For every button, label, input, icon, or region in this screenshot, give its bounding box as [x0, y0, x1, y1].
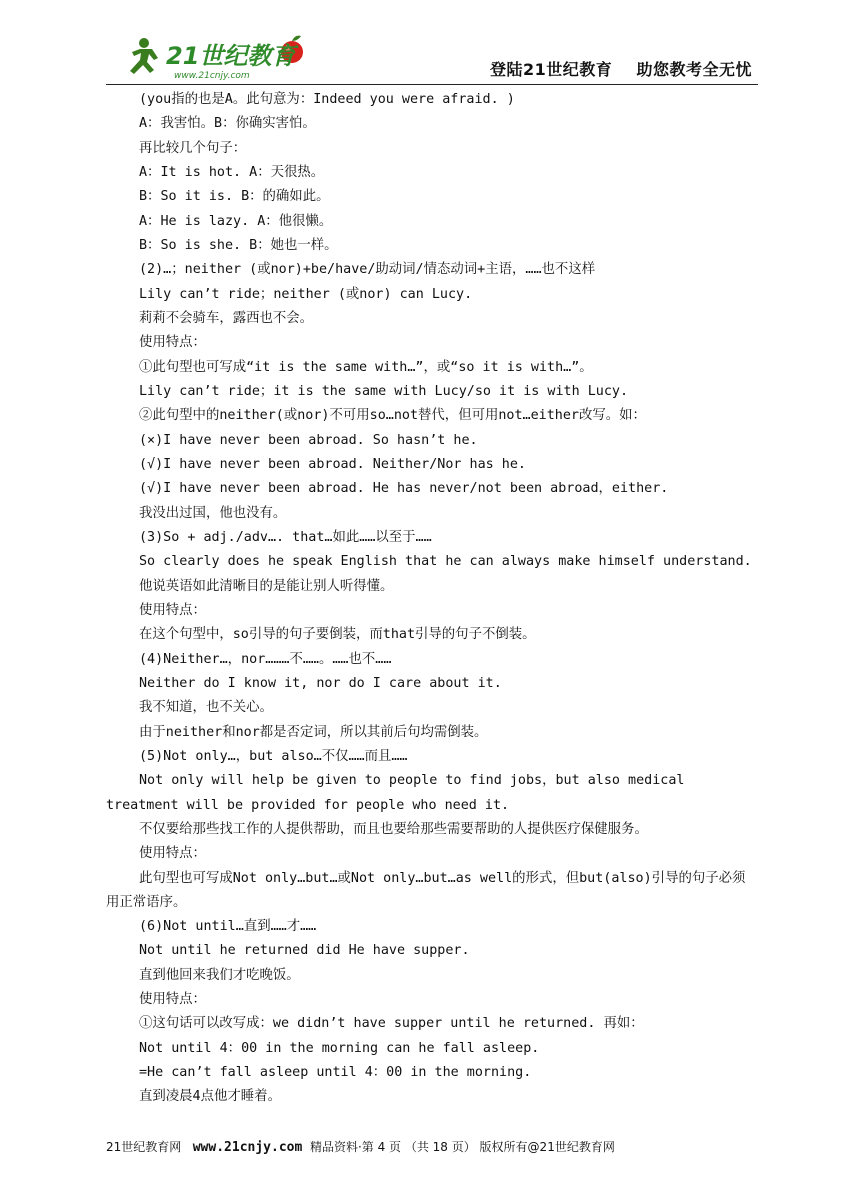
text-line: Neither do I know it, nor do I care about it.: [139, 675, 502, 691]
text-line: ①此句型也可写成“it is the same with…”，或“so it is with…”。: [139, 359, 593, 375]
text-line: (6)Not until…直到……才……: [139, 919, 317, 935]
text-line: (3)So + adj./adv…. that…如此……以至于……: [139, 529, 432, 545]
text-line: (you指的也是A。此句意为：Indeed you were afraid. ): [139, 92, 515, 107]
text-line: 再比较几个句子：: [139, 140, 247, 156]
text-line: B：So is she. B：她也一样。: [139, 237, 338, 253]
text-line: 使用特点：: [139, 602, 206, 618]
document-body: [106, 88, 758, 1110]
text-line: 使用特点：: [139, 335, 206, 351]
text-line: Lily can’t ride；it is the same with Lucy/so it is with Lucy.: [139, 383, 629, 399]
paragraph-feature: 此句型也可写成Not only…but…或Not only…but…as well的形式，但but(also)引导的句子必须用正常语序。: [106, 870, 746, 910]
logo-text: 21世纪教育: [166, 42, 296, 70]
text-line: (2)…；neither (或nor)+be/have/助动词/情态动词+主语，……也不这样: [139, 262, 596, 278]
text-line: Not until he returned did He have supper.: [139, 943, 470, 959]
text-line: 他说英语如此清晰目的是能让别人听得懂。: [139, 578, 394, 594]
text-line: (×)I have never been abroad. So hasn’t he.: [139, 432, 478, 448]
text-line: Not until 4：00 in the morning can he fall asleep.: [139, 1040, 540, 1056]
text-line: 我不知道，也不关心。: [139, 700, 273, 716]
footer-info: 精品资料·第 4 页 （共 18 页） 版权所有@21世纪教育网: [309, 1140, 615, 1154]
running-figure-icon: [130, 38, 158, 74]
page-header: [106, 32, 756, 84]
text-line: 由于neither和nor都是否定词，所以其前后句均需倒装。: [139, 724, 488, 740]
text-line: =He can’t fall asleep until 4：00 in the morning.: [139, 1065, 532, 1081]
text-line: ②此句型中的neither(或nor)不可用so…not替代，但可用not…either改写。如：: [139, 408, 646, 424]
text-line: (√)I have never been abroad. He has never/not been abroad，either.: [139, 481, 669, 497]
logo-url: www.21cnjy.com: [174, 71, 250, 81]
text-line: 直到他回来我们才吃晚饭。: [139, 967, 300, 983]
text-line: 不仅要给那些找工作的人提供帮助，而且也要给那些需要帮助的人提供医疗保健服务。: [139, 821, 648, 837]
text-line: 使用特点：: [139, 846, 206, 862]
text-line: 使用特点：: [139, 992, 206, 1008]
text-line: 莉莉不会骑车，露西也不会。: [139, 310, 314, 326]
text-line: 直到凌晨4点他才睡着。: [139, 1089, 281, 1105]
page-footer: [106, 1138, 756, 1155]
footer-site: 21世纪教育网: [106, 1140, 182, 1154]
text-line: (4)Neither…，nor………不……。……也不……: [139, 651, 392, 667]
footer-url-link[interactable]: www.21cnjy.com: [192, 1140, 303, 1155]
text-line: A：我害怕。B：你确实害怕。: [139, 116, 316, 132]
text-line: Lily can’t ride；neither (或nor) can Lucy.: [139, 286, 473, 302]
paragraph-not-only: Not only will help be given to people to find jobs，but also medical treatment will be provided for people who need it.: [106, 773, 685, 813]
text-line: So clearly does he speak English that he can always make himself understand.: [139, 554, 752, 570]
text-line: (√)I have never been abroad. Neither/Nor has he.: [139, 456, 526, 472]
text-line: 在这个句型中，so引导的句子要倒装，而that引导的句子不倒装。: [139, 627, 536, 643]
text-line: 我没出过国，他也没有。: [139, 505, 287, 521]
text-line: ①这句话可以改写成：we didn’t have supper until he returned. 再如：: [139, 1016, 644, 1032]
text-line: A：He is lazy. A：他很懒。: [139, 213, 333, 229]
text-line: B：So it is. B：的确如此。: [139, 189, 330, 205]
site-logo[interactable]: [114, 34, 314, 82]
header-slogan: 登陆21世纪教育 助您教考全无忧: [489, 60, 752, 79]
text-line: A：It is hot. A：天很热。: [139, 164, 325, 180]
text-line: (5)Not only…，but also…不仅……而且……: [139, 748, 408, 764]
header-divider: [106, 84, 758, 85]
